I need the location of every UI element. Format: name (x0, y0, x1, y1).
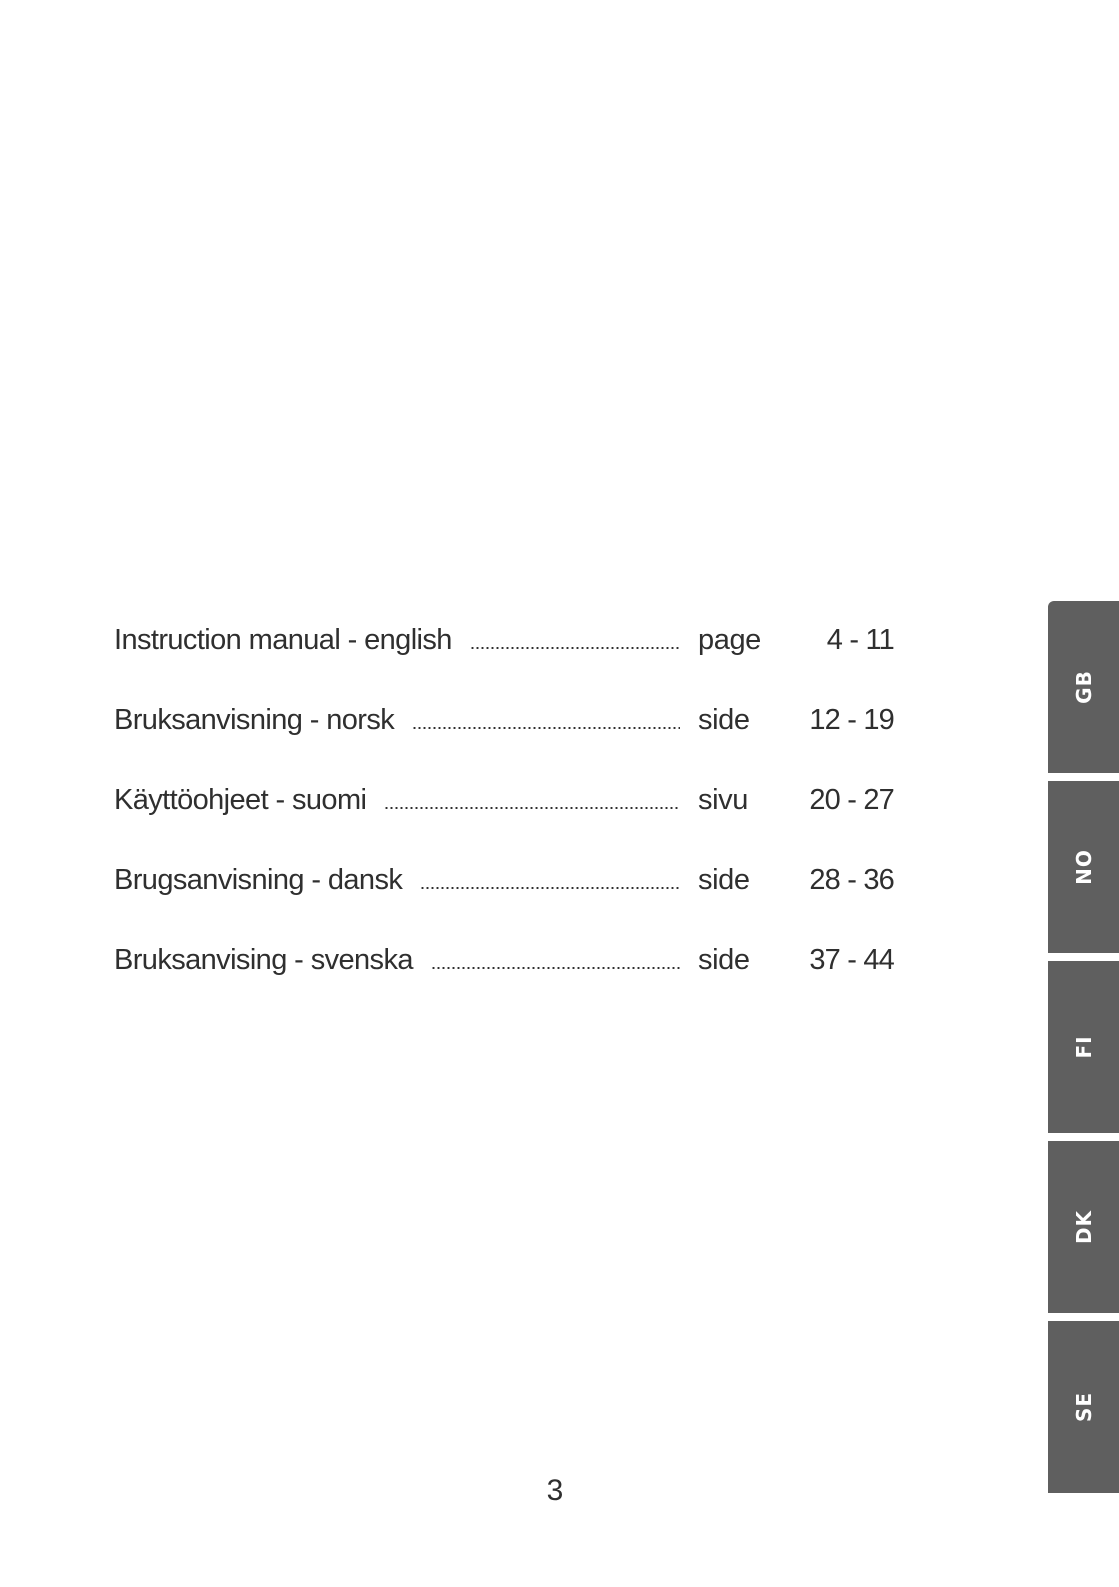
table-of-contents (114, 600, 894, 1000)
toc-row-english[interactable] (114, 600, 894, 680)
tab-label: FI (1071, 1035, 1096, 1059)
dot-leader (420, 887, 680, 889)
tab-fi[interactable] (1048, 961, 1119, 1133)
tab-no[interactable] (1048, 781, 1119, 953)
toc-page-range: 37 - 44 (809, 943, 894, 976)
toc-page-word: side (698, 863, 750, 896)
tab-label: GB (1071, 670, 1096, 704)
toc-page-range: 28 - 36 (809, 863, 894, 896)
tab-gb[interactable] (1048, 601, 1119, 773)
toc-title: Bruksanvising - svenska (114, 943, 413, 976)
dot-leader (384, 807, 680, 809)
tab-label: NO (1071, 849, 1096, 885)
toc-title: Instruction manual - english (114, 623, 452, 656)
toc-row-norsk[interactable] (114, 680, 894, 760)
toc-title: Brugsanvisning - dansk (114, 863, 403, 896)
toc-title: Bruksanvisning - norsk (114, 703, 395, 736)
toc-title: Käyttöohjeet - suomi (114, 783, 367, 816)
dot-leader (412, 727, 680, 729)
dot-leader (431, 967, 680, 969)
toc-page-word: side (698, 703, 750, 736)
toc-page-word: page (698, 623, 761, 656)
dot-leader (470, 647, 680, 649)
page-number: 3 (546, 1474, 564, 1507)
language-tabs (1048, 601, 1119, 1501)
tab-label: SE (1071, 1391, 1096, 1423)
tab-label: DK (1071, 1209, 1096, 1245)
toc-page-word: side (698, 943, 750, 976)
tab-se[interactable] (1048, 1321, 1119, 1493)
toc-page-word: sivu (698, 783, 748, 816)
toc-row-dansk[interactable] (114, 840, 894, 920)
tab-dk[interactable] (1048, 1141, 1119, 1313)
toc-page-range: 4 - 11 (826, 623, 894, 656)
toc-row-svenska[interactable] (114, 920, 894, 1000)
toc-page-range: 20 - 27 (809, 783, 894, 816)
toc-row-suomi[interactable] (114, 760, 894, 840)
toc-page-range: 12 - 19 (809, 703, 894, 736)
